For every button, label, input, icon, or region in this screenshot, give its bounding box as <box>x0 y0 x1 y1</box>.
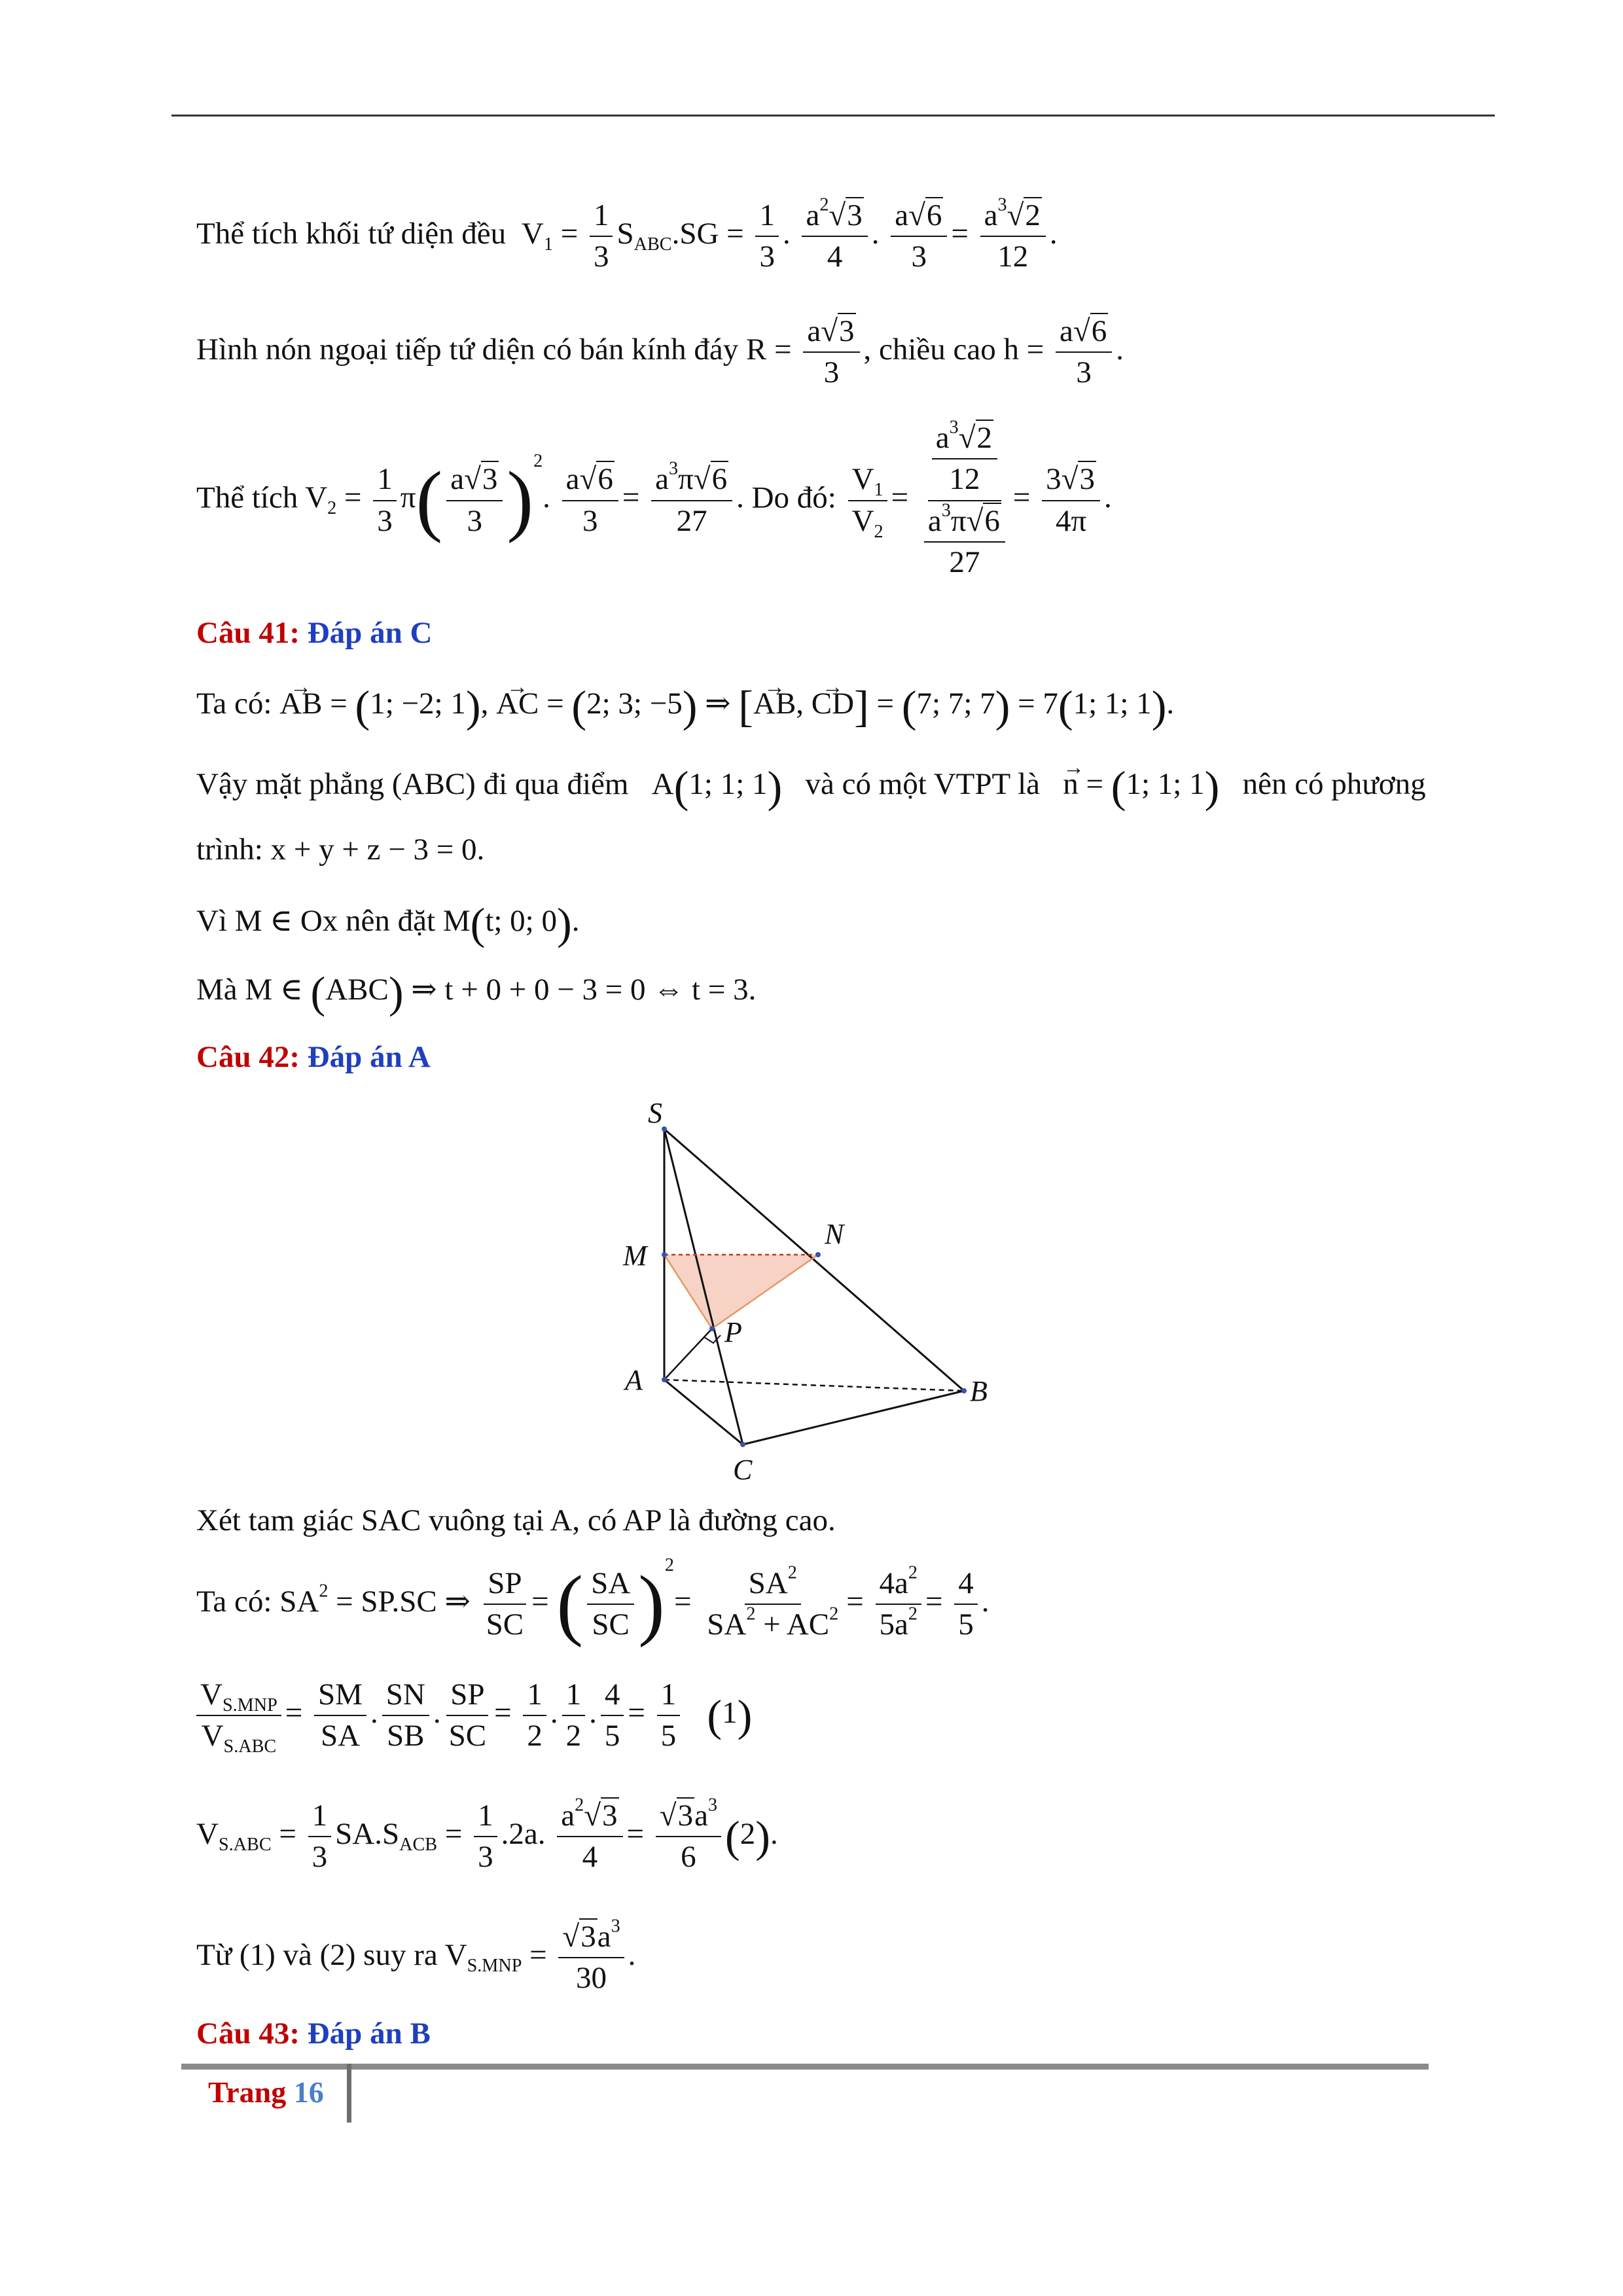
q41-vectors-line <box>196 681 1175 731</box>
label-b: B <box>970 1375 988 1407</box>
q41-m-on-ox: M ∈ Ox <box>234 903 338 938</box>
page-label: Trang <box>208 2075 287 2109</box>
q41-m-coordinates: M(t; 0; 0). <box>442 899 580 948</box>
point-m <box>662 1252 667 1257</box>
q41-plane-line <box>196 762 1426 812</box>
cone-volume-formula: $V_2$ = $\frac{1}{3}$ π( $\frac{a√3}{3}$ )$^2$. $\frac{a√6}{3}$ = $\frac{a^3\pi√6}{27}$ . <box>305 451 752 545</box>
q41-point-m-line <box>196 901 579 946</box>
volume-ratio-formula: $\frac{V_1}{V_2}$ = $\frac{\frac{a^3√2}{12}}{\frac{a^3\pi√6}{27}}$ = $\frac{3√3}{4\pi}$ . <box>844 480 1112 514</box>
q42-volume-ratio-line <box>196 1677 753 1757</box>
q42-given-label: Ta có: <box>196 1584 272 1619</box>
label-s: S <box>648 1097 662 1129</box>
question-42-heading <box>196 1039 431 1075</box>
question-41-answer: Đáp án C <box>307 616 433 650</box>
q41-plane-text: Vậy mặt phẳng (ABC) đi qua điểm <box>196 766 629 801</box>
q41-solve-line <box>196 967 757 1017</box>
cone-height-label: chiều cao <box>879 332 996 367</box>
q42-vsabc-formula: $V_{S.ABC}$ = $\frac{1}{3}$ $SA.S_{ACB}$ = $\frac{1}{3}$ .2a. $\frac{a^2√3}{4}$ = $\frac{√3a^3}{6}$ (2). <box>196 1795 778 1874</box>
point-n <box>815 1252 821 1257</box>
footer-rule <box>181 2064 1429 2070</box>
q41-since-label: Vì <box>196 903 227 938</box>
tetra-volume-line <box>196 194 1058 274</box>
q42-intro-line <box>196 1505 836 1536</box>
header-rule <box>171 115 1495 117</box>
cone-volume-label: Thể tích <box>196 480 298 515</box>
q42-volume-ratio-formula: $\frac{V_{S.MNP}}{V_{S.ABC}}$ = $\frac{SM}{SA}$ . $\frac{SN}{SB}$ . $\frac{SP}{SC}$ = $\frac{1}{2}$ . $\frac{1}{2}$ . $\frac{4}{5}$ = $\frac{1}{5}$ (1) <box>196 1696 752 1730</box>
label-n: N <box>825 1218 844 1250</box>
q42-result-line <box>196 1916 636 1996</box>
q41-given-label: Ta có: <box>196 686 272 721</box>
cone-volume-line <box>196 417 1112 580</box>
question-43-heading <box>196 2016 431 2051</box>
q42-vsabc-line <box>196 1795 778 1874</box>
cone-dimensions-line <box>196 315 1124 389</box>
q42-conclusion-label: Từ (1) và (2) suy ra <box>196 1938 438 1973</box>
point-p <box>709 1326 715 1331</box>
page-number: 16 <box>293 2075 324 2109</box>
label-a: A <box>625 1364 643 1396</box>
question-41-heading <box>196 615 432 651</box>
point-b <box>961 1388 967 1393</box>
q41-normal-text: và có một VTPT là <box>805 766 1041 801</box>
q41-vectors-formula: → AB = (1; −2; 1), → AC = (2; 3; −5) ⇒ [→ AB, → CD] = (7; 7; 7) = 7(1; 1; 1). <box>279 687 1174 721</box>
q42-ratio-formula: $SA^2 = SP.SC$ ⇒ $\frac{SP}{SC}$ = ( $\frac{SA}{SC}$ )$^2$= $\frac{SA^2}{SA^2 + AC^2}$ = $\frac{4a^2}{5a^2}$ = $\frac{4}{5}$ . <box>279 1554 990 1648</box>
label-c: C <box>733 1454 753 1486</box>
edge-cb <box>743 1391 964 1444</box>
q41-set-label: nên đặt <box>346 903 436 938</box>
question-41-number: Câu 41: <box>196 616 300 650</box>
q41-then-label: Mà <box>196 972 238 1007</box>
q42-ratio-line <box>196 1554 990 1648</box>
point-a <box>662 1377 667 1382</box>
edge-ab-hidden <box>664 1380 964 1391</box>
edge-ac <box>664 1380 743 1444</box>
question-43-answer: Đáp án B <box>307 2017 431 2051</box>
q41-normal-vector: → n = (1; 1; 1) <box>1048 767 1235 801</box>
question-42-number: Câu 42: <box>196 1040 300 1074</box>
therefore-label: Do đó: <box>751 480 836 515</box>
q42-triangle-text: Xét tam giác SAC vuông tại A, có AP là đường cao. <box>196 1503 836 1537</box>
altitude-ap <box>664 1329 712 1380</box>
q41-equation-label: trình: <box>196 833 263 867</box>
q41-point-a: A(1; 1; 1) <box>636 762 783 812</box>
label-m: M <box>623 1240 647 1272</box>
q41-solve-formula: M ∈ (ABC) ⇒ t + 0 + 0 − 3 = 0 ⇔ t = 3. <box>245 967 757 1017</box>
point-c <box>740 1442 745 1447</box>
label-p: P <box>724 1316 742 1348</box>
question-43-number: Câu 43: <box>196 2017 300 2051</box>
footer-divider <box>347 2064 351 2123</box>
cone-height-formula: h = $\frac{a√6}{3}$ . <box>1003 314 1124 390</box>
page-footer <box>208 2075 324 2109</box>
cone-radius-label: Hình nón ngoại tiếp tứ diện có bán kính đáy <box>196 332 739 367</box>
pyramid-figure <box>589 1086 1047 1518</box>
q41-plane-equation: x + y + z − 3 = 0. <box>270 833 485 867</box>
question-42-answer: Đáp án A <box>307 1040 431 1074</box>
tetra-volume-label: Thể tích khối tứ diện đều <box>196 217 507 251</box>
point-s <box>662 1126 667 1132</box>
q41-plane-end-text: nên có phương <box>1242 766 1426 801</box>
q41-equation-line <box>196 834 484 865</box>
tetra-volume-formula: $V_1$ = $\frac{1}{3}$ $S_{ABC}.SG$ = $\frac{1}{3}$ . $\frac{a^2√3}{4}$ . $\frac{a√6}{3}$ = $\frac{a^3√2}{12}$ . <box>521 194 1058 274</box>
q42-result-formula: $V_{S.MNP}$ = $\frac{√3a^3}{30}$ . <box>444 1916 636 1996</box>
cone-radius-formula: R = $\frac{a√3}{3}$ , <box>746 314 880 390</box>
